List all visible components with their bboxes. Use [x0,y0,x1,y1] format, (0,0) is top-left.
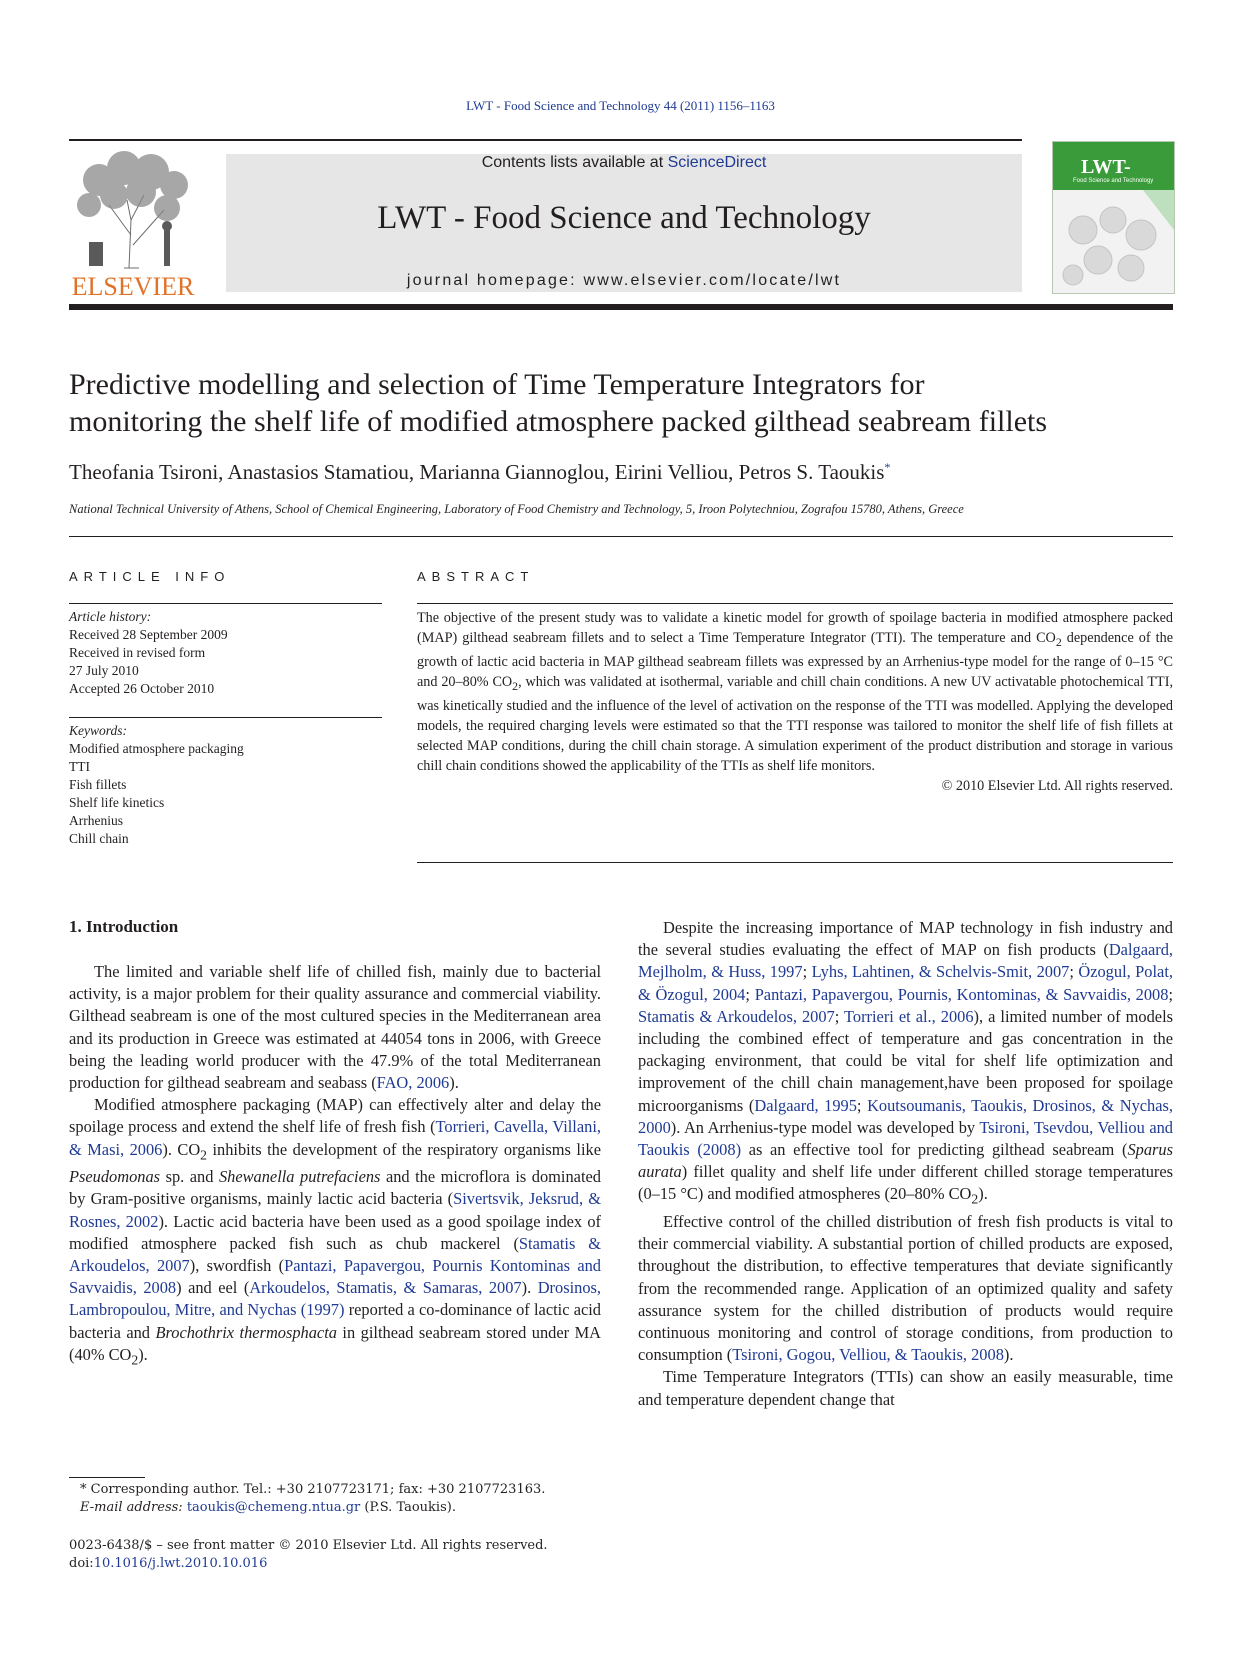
cover-image-icon [1053,190,1174,293]
subscript: 2 [1055,634,1062,649]
citation-link[interactable]: Arkoudelos, Stamatis, & Samaras, 2007 [249,1278,522,1298]
keyword-item: Fish fillets [69,777,127,792]
text-run: ). [521,1278,538,1298]
text-run: ). [978,1184,988,1204]
paragraph [638,917,1173,1211]
abstract-rule-top [417,603,1173,604]
front-matter [69,1537,629,1573]
text-run: ), a limited number of models including the combined effect of temperature and gas concentration in the packaging environment, that could be vital for shelf life optimization and improvement of the chill chain management,have been proposed for spoilage microorganisms ( [638,1006,1173,1115]
paragraph [638,1211,1173,1366]
cover-subtitle: Food Science and Technology [1073,178,1154,184]
keyword-item: Modified atmosphere packaging [69,741,244,756]
text-run: reported a co-dominance of lactic acid bacteria and [69,1300,601,1342]
text-run: ). [449,1073,459,1093]
corresponding-mark[interactable]: * [884,460,891,474]
citation-link[interactable]: Dalgaard, 1995 [754,1095,857,1115]
footnote-corresponding [80,1481,600,1499]
citation-link[interactable]: Koutsoumanis, Taoukis, Drosinos, & Nychas, 2000 [638,1095,1174,1137]
paragraph [69,1094,601,1371]
doi-link[interactable]: 10.1016/j.lwt.2010.10.016 [93,1556,268,1571]
text-run: ). CO [162,1139,201,1159]
email-link[interactable]: taoukis@chemeng.ntua.gr [186,1500,361,1515]
citation-link[interactable]: Pantazi, Papavergou, Pournis, Kontominas, & Savvaidis, 2008 [754,984,1169,1004]
footnote-mark: * [80,1482,87,1497]
header-rule [69,139,1022,141]
citation-link[interactable]: Tsironi, Tsevdou, Velliou and Taoukis (2008) [638,1117,1173,1160]
text-run: Despite the increasing importance of MAP technology in fish industry and the several studies evaluating the effect of MAP on fish products ( [638,918,1173,960]
italic-term: Sparus aurata [638,1140,1173,1182]
citation-link[interactable]: Tsironi, Gogou, Velliou, & Taoukis, 2008 [732,1345,1004,1365]
affiliation: National Technical University of Athens, School of Chemical Engineering, Laboratory of Food Chemistry and Technology, 5, Iroon Polytechniou, Zografou 15780, Athens, Greece [69,502,964,516]
cover-title: LWT- [1081,156,1131,178]
issn-line: 0023-6438/$ – see front matter © 2010 Elsevier Ltd. All rights reserved. [69,1538,548,1553]
article-info-heading: ARTICLE INFO [69,569,231,584]
journal-homepage[interactable]: journal homepage: www.elsevier.com/locate/lwt [406,272,842,289]
journal-banner [226,154,1022,292]
text-run: ) and eel ( [176,1278,250,1298]
footnote [80,1481,600,1517]
article-history [69,608,382,698]
keyword-item: Chill chain [69,831,129,846]
citation-link[interactable]: Lyhs, Lahtinen, & Schelvis-Smit, 2007 [811,962,1070,982]
history-label: Article history: [69,609,152,624]
cover-header [1053,142,1174,190]
paragraph: Time Temperature Integrators (TTIs) can show an easily measurable, time and temperature dependent change that [638,1367,1173,1409]
paragraph [69,961,601,1094]
separator: ; [1069,962,1079,982]
citation-link[interactable]: Torrieri et al., 2006 [844,1006,974,1026]
elsevier-wordmark: ELSEVIER [71,272,195,301]
separator: ; [745,984,755,1004]
journal-name: LWT - Food Science and Technology [377,200,871,236]
subscript: 2 [971,1191,979,1207]
section-heading-introduction: 1. Introduction [69,917,179,936]
history-item: 27 July 2010 [69,663,139,678]
text-run: and the microflora is dominated by Gram-positive organisms, mainly lactic acid bacteria ( [69,1167,601,1209]
abstract-body [417,608,1173,796]
sciencedirect-link[interactable]: ScienceDirect [667,154,767,171]
text-run: in gilthead seabream stored under MA (40% CO [69,1322,601,1364]
keyword-item: Arrhenius [69,813,123,828]
author-list [69,460,890,485]
text-run: ). An Arrhenius-type model was developed by [670,1117,980,1137]
journal-cover[interactable] [1052,141,1175,294]
history-item: Received in revised form [69,645,206,660]
journal-reference[interactable]: LWT - Food Science and Technology 44 (2011) 1156–1163 [466,98,775,113]
email-suffix: (P.S. Taoukis). [360,1500,456,1515]
text-run: Effective control of the chilled distribution of fresh fish products is vital to their commercial viability. A substantial portion of chilled products are exposed, throughout the distribution, to effective temperatures that deviate significantly from the recommended range. Application of an optimized quality and safety assurance system for the chilled distribution of products would require continuous monitoring and control of storage conditions, from production to consumption ( [638,1211,1173,1365]
article-title [69,366,1179,440]
subscript: 2 [131,1352,139,1368]
title-line-1: Predictive modelling and selection of Time Temperature Integrators for [69,368,925,401]
text-run: ) fillet quality and shelf life under different chilled storage temperatures (0–15 °C) and modified atmospheres (20–80% CO [638,1162,1173,1204]
abstract-rule-bottom [417,862,1173,863]
abstract-part: The objective of the present study was to validate a kinetic model for growth of spoilage bacteria in modified atmosphere packed (MAP) gilthead seabream fillets and to select a Time Temperature Integrator (TTI). The temperature and CO [417,610,1173,646]
header-thick-rule [69,304,1173,310]
footnote-email [80,1499,600,1517]
doi-label: doi: [69,1556,94,1571]
separator: ; [1168,984,1174,1004]
affiliation-rule [69,536,1173,537]
separator: ; [834,1006,845,1026]
contents-line [226,154,1022,172]
citation-link[interactable]: Özogul, Polat, & Özogul, 2004 [638,962,1173,1004]
footnote-text: Corresponding author. Tel.: +30 2107723171; fax: +30 2107723163. [86,1482,546,1497]
separator: ; [856,1095,868,1115]
title-line-2: monitoring the shelf life of modified atmosphere packed gilthead seabream fillets [69,405,1048,438]
text-run: inhibits the development of the respiratory organisms like [207,1139,601,1159]
article-info-rule-mid [69,717,382,718]
subscript: 2 [512,678,519,693]
elsevier-logo [69,150,197,300]
text-run: ). Lactic acid bacteria have been used as a good spoilage index of modified atmosphere packed fish such as chub mackerel ( [69,1211,601,1253]
keyword-item: Shelf life kinetics [69,795,165,810]
history-item: Received 28 September 2009 [69,627,228,642]
contents-prefix: Contents lists available at [481,154,668,171]
abstract-part: , which was validated at isothermal, variable and chill chain conditions. A new UV activatable photochemical TTI, was kinetically studied and the influence of the level of activation on the response of the TTI was modelled. Applying the developed models, the required charging levels were estimated so that the TTI response was tailored to monitor the shelf life of fish fillets at selected MAP conditions, during the chill chain storage. A simulation experiment of the product distribution and storage in various chill chain conditions showed the applicability of the TTIs as shelf life monitors. [417,673,1173,774]
text-run: Modified atmosphere packaging (MAP) can effectively alter and delay the spoilage process and extend the shelf life of fresh fish ( [69,1095,601,1137]
citation-link[interactable]: Stamatis & Arkoudelos, 2007 [69,1233,601,1275]
text-run: as an effective tool for predicting gilthead seabream ( [741,1140,1128,1160]
doi-line [69,1555,629,1573]
citation-link[interactable]: Sivertsvik, Jeksrud, & Rosnes, 2002 [69,1189,601,1231]
citation-link[interactable]: Drosinos, Lambropoulou, Mitre, and Nychas (1997) [69,1278,601,1320]
article-info-rule-top [69,603,382,604]
email-label: E-mail address: [80,1500,187,1515]
italic-term: Brochothrix thermosphacta [155,1322,337,1342]
citation-link[interactable]: Dalgaard, Mejlholm, & Huss, 1997 [638,940,1173,982]
elsevier-tree-icon [69,150,197,272]
body-column-right [638,917,1173,1411]
abstract-part: dependence of the growth of lactic acid bacteria in MAP gilthead seabream fillets was expressed by an Arrhenius-type model for the range of 0–15 °C and 20–80% CO [417,630,1173,690]
authors-text: Theofania Tsironi, Anastasios Stamatiou, Marianna Giannoglou, Eirini Velliou, Petros S. Taoukis [69,460,885,484]
text-run: The limited and variable shelf life of chilled fish, mainly due to bacterial activity, is a major problem for their quality assurance and commercial viability. Gilthead seabream is one of the most cultured species in the Mediterranean area and its production in Greece was estimated at 44054 tons in 2006, with Greece being the leading world producer with the 47.9% of the total Mediterranean production for gilthead seabream and seabass ( [69,962,601,1093]
text-run: sp. and [160,1167,219,1187]
citation-link[interactable]: Stamatis & Arkoudelos, 2007 [638,1006,835,1026]
italic-term: Shewanella putrefaciens [218,1167,381,1187]
footnote-rule [69,1477,145,1478]
citation-link[interactable]: Torrieri, Cavella, Villani, & Masi, 2006 [69,1117,601,1159]
citation-link[interactable]: Pantazi, Papavergou, Pournis Kontominas and Savvaidis, 2008 [69,1255,601,1298]
keywords [69,722,382,848]
text-run: ), swordfish ( [189,1255,285,1275]
abstract-copyright: © 2010 Elsevier Ltd. All rights reserved. [941,777,1173,794]
keywords-label: Keywords: [69,723,127,738]
body-column-left [69,961,601,1371]
keyword-item: TTI [69,759,90,774]
subscript: 2 [200,1146,207,1162]
citation-link[interactable]: FAO, 2006 [376,1073,450,1093]
abstract-heading: ABSTRACT [417,569,535,584]
text-run: ). [138,1344,148,1364]
text-run: ). [1003,1345,1014,1365]
abstract-text [417,608,1173,776]
history-item: Accepted 26 October 2010 [69,681,215,696]
separator: ; [802,962,812,982]
italic-term: Pseudomonas [69,1167,161,1187]
